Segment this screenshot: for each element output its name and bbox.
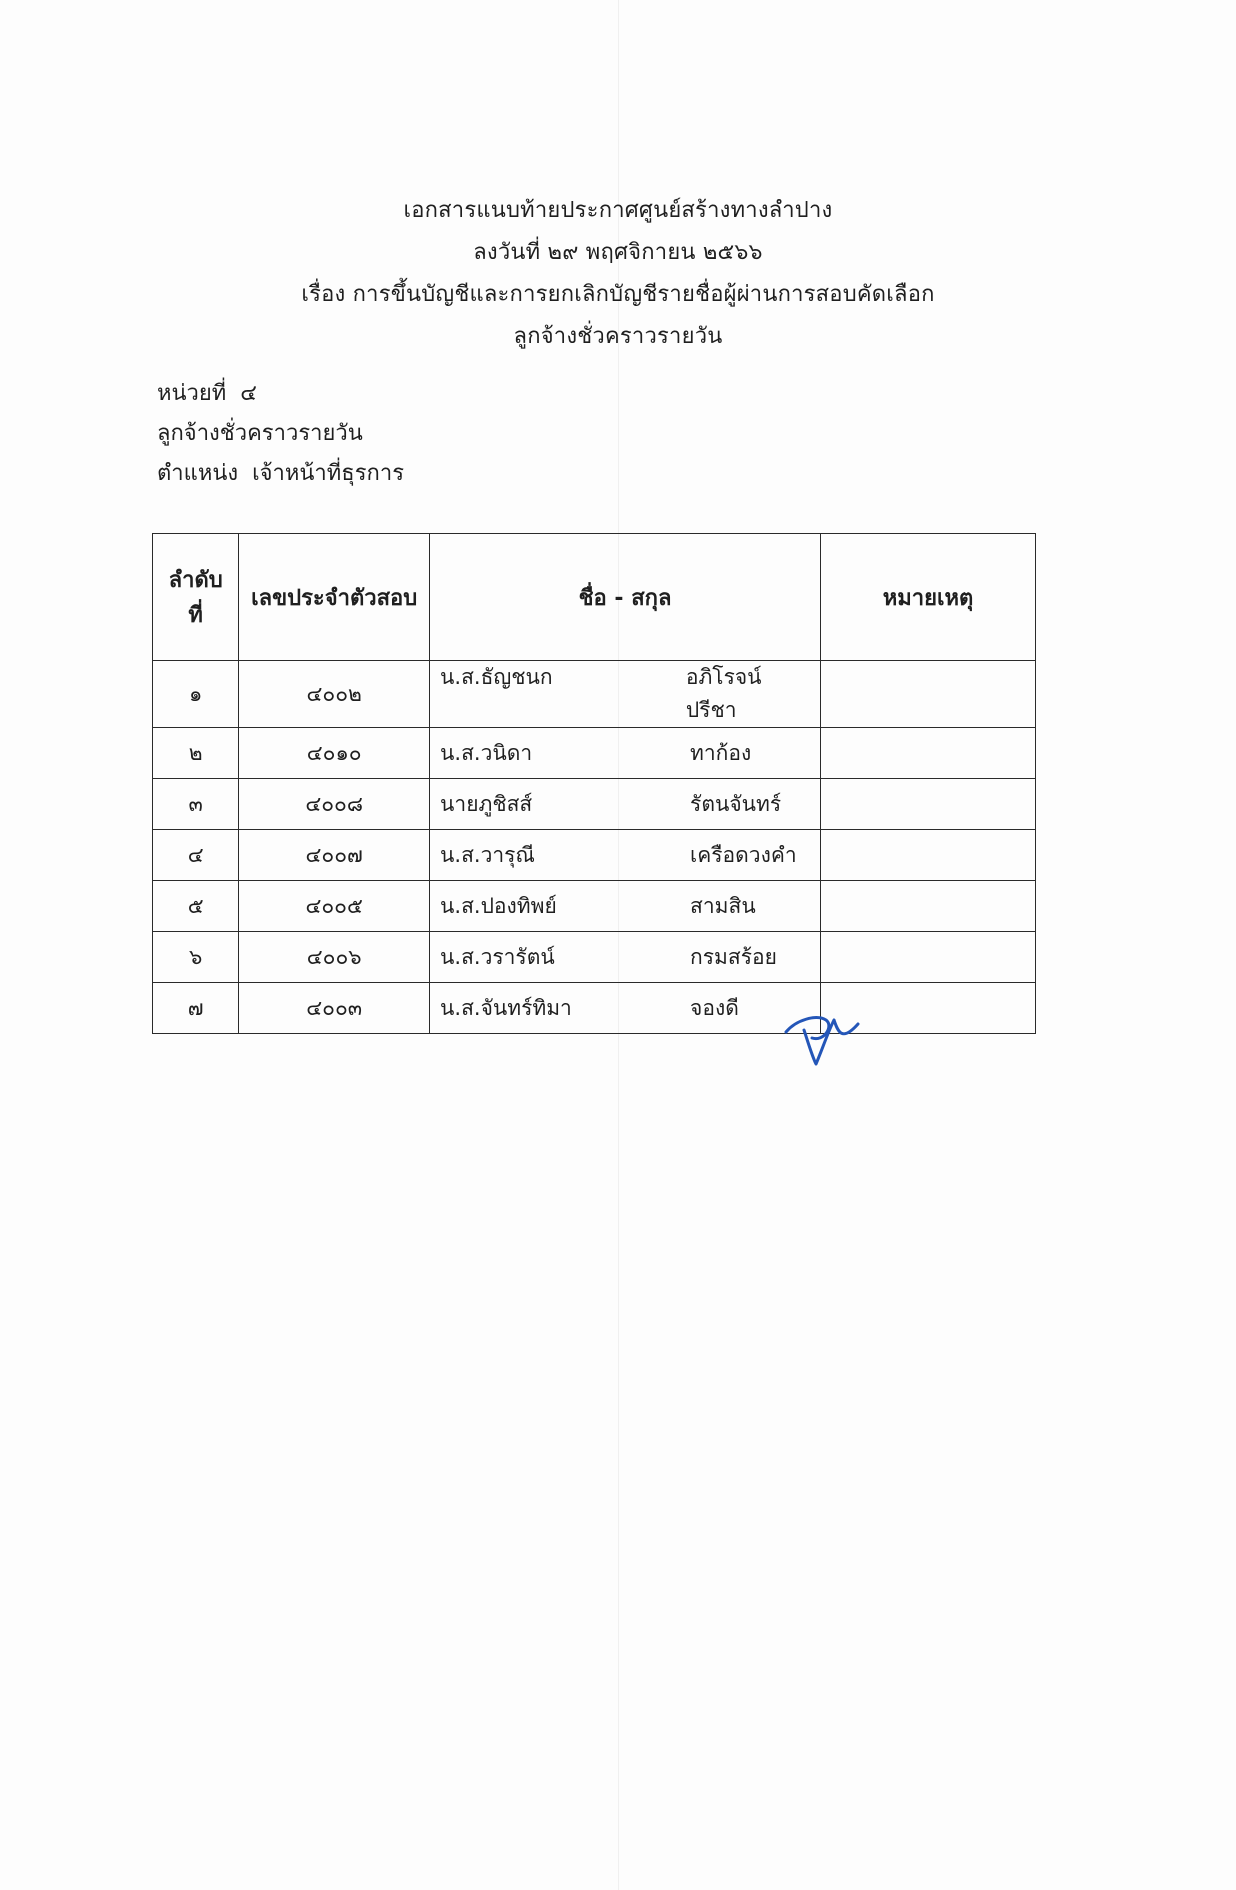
document-header: [0, 190, 1236, 358]
last-name: รัตนจันทร์: [690, 791, 782, 816]
cell-exam-id: ๔๐๐๓: [239, 983, 430, 1034]
unit-info: [157, 374, 404, 494]
cell-exam-id: ๔๐๐๖: [239, 932, 430, 983]
cell-note: [821, 661, 1036, 728]
cell-name: [430, 983, 821, 1034]
cell-seq: ๖: [153, 932, 239, 983]
table-row: [153, 983, 1036, 1034]
header-name: ชื่อ - สกุล: [430, 534, 821, 661]
cell-name: [430, 779, 821, 830]
cell-name: [430, 830, 821, 881]
header-seq: ลำดับที่: [153, 534, 239, 661]
unit-label: หน่วยที่: [157, 381, 227, 406]
header-line-announcement: เอกสารแนบท้ายประกาศศูนย์สร้างทางลำปาง: [403, 198, 833, 223]
cell-seq: ๒: [153, 728, 239, 779]
first-name: น.ส.วารุณี: [440, 842, 535, 867]
position-line: [157, 454, 404, 494]
last-name: สามสิน: [690, 893, 756, 918]
table-row: [153, 728, 1036, 779]
unit-line: [157, 374, 404, 414]
employee-type-line: ลูกจ้างชั่วคราวรายวัน: [157, 421, 363, 446]
table-header-row: [153, 534, 1036, 661]
first-name: น.ส.ปองทิพย์: [440, 893, 557, 918]
cell-name: [430, 932, 821, 983]
cell-name: [430, 881, 821, 932]
cell-note: [821, 728, 1036, 779]
header-exam-id: เลขประจำตัวสอบ: [239, 534, 430, 661]
cell-exam-id: ๔๐๐๒: [239, 661, 430, 728]
last-name: อภิโรจน์ปรีชา: [685, 665, 762, 722]
cell-exam-id: ๔๐๐๕: [239, 881, 430, 932]
first-name: น.ส.จันทร์ทิมา: [440, 995, 572, 1020]
last-name: ทาก้อง: [690, 740, 752, 765]
position-label: ตำแหน่ง: [157, 461, 239, 486]
first-name: นายภูชิสส์: [440, 791, 533, 816]
last-name: เครือดวงคำ: [690, 842, 797, 867]
header-line-date: ลงวันที่ ๒๙ พฤศจิกายน ๒๕๖๖: [473, 240, 763, 265]
table-row: [153, 830, 1036, 881]
cell-name: [430, 661, 821, 728]
table-row: [153, 779, 1036, 830]
last-name: จองดี: [690, 995, 739, 1020]
table-row: [153, 932, 1036, 983]
cell-seq: ๓: [153, 779, 239, 830]
table-row: [153, 661, 1036, 728]
cell-exam-id: ๔๐๐๘: [239, 779, 430, 830]
first-name: น.ส.ธัญชนก: [440, 665, 553, 689]
candidate-table: [152, 533, 1036, 1034]
header-note: หมายเหตุ: [821, 534, 1036, 661]
cell-note: [821, 881, 1036, 932]
cell-note: [821, 830, 1036, 881]
header-line-employee-type: ลูกจ้างชั่วคราวรายวัน: [513, 324, 723, 349]
cell-seq: ๕: [153, 881, 239, 932]
header-line-subject: เรื่อง การขึ้นบัญชีและการยกเลิกบัญชีรายชื่อผู้ผ่านการสอบคัดเลือก: [301, 282, 935, 307]
unit-value: ๔: [240, 381, 257, 406]
cell-note: [821, 932, 1036, 983]
cell-exam-id: ๔๐๐๗: [239, 830, 430, 881]
cell-name: [430, 728, 821, 779]
first-name: น.ส.วนิดา: [440, 740, 533, 765]
table-row: [153, 881, 1036, 932]
cell-exam-id: ๔๐๑๐: [239, 728, 430, 779]
cell-seq: ๑: [153, 661, 239, 728]
position-value: เจ้าหน้าที่ธุรการ: [252, 461, 405, 486]
cell-seq: ๔: [153, 830, 239, 881]
first-name: น.ส.วรารัตน์: [440, 944, 555, 969]
cell-seq: ๗: [153, 983, 239, 1034]
last-name: กรมสร้อย: [690, 944, 777, 969]
signature-icon: [782, 1002, 862, 1072]
cell-note: [821, 779, 1036, 830]
